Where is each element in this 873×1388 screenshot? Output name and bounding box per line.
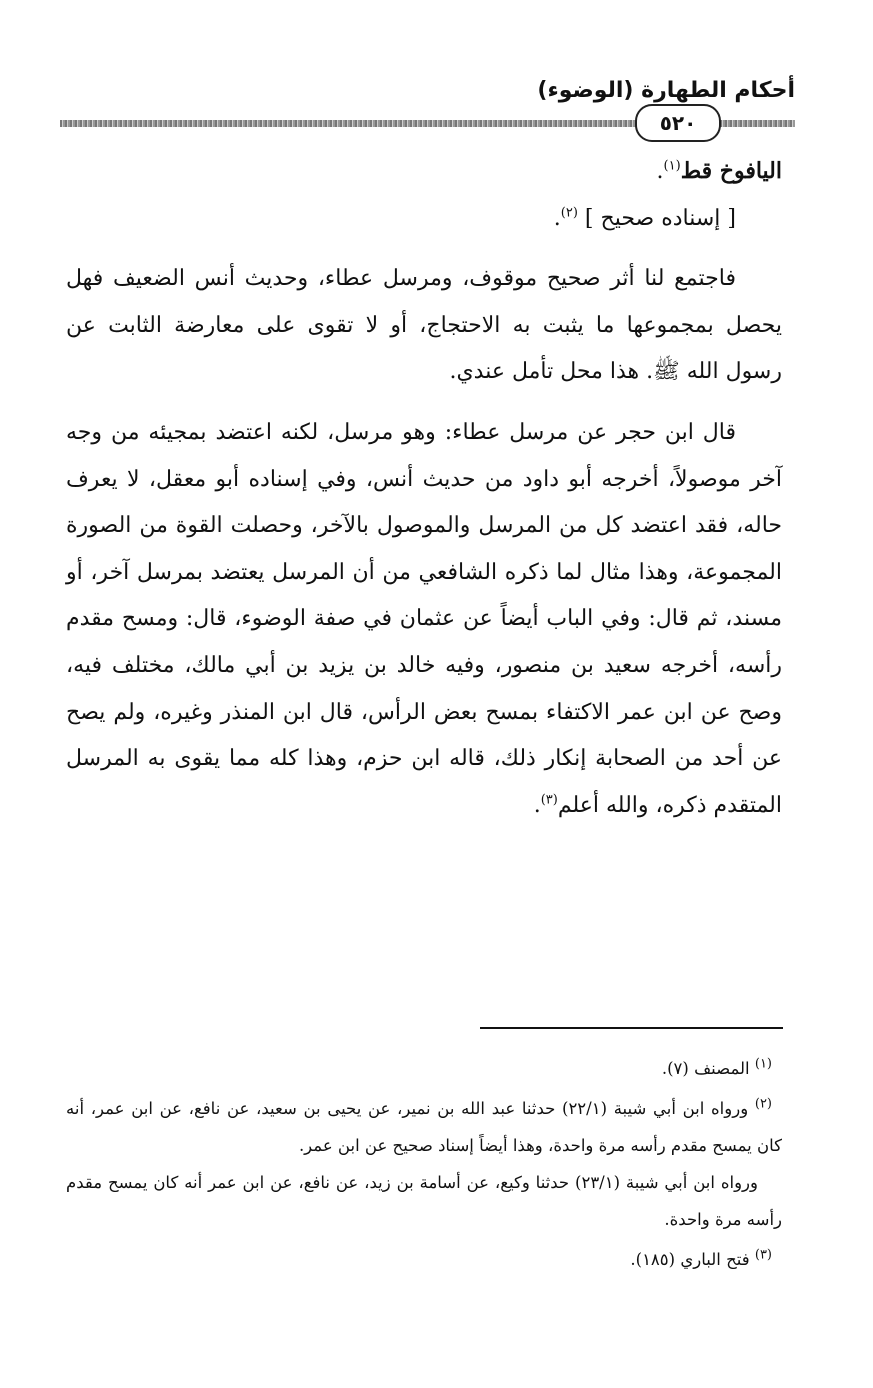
footnote-number-1: (١) bbox=[754, 1056, 772, 1072]
lead-phrase: اليافوخ قط bbox=[680, 158, 782, 184]
footnote-number-3: (٣) bbox=[754, 1247, 772, 1263]
paragraph-2: قال ابن حجر عن مرسل عطاء: وهو مرسل، لكنه اعتضد بمجيئه من وجه آخر موصولاً، أخرجه أبو داود من حديث أنس، وفي إسناده أبو معقل، لا يعرف حاله، فقد اعتضد كل من المرسل والموصول بالآخر، وحصلت القوة من الصورة المجموعة، وهذا مثال لما ذكره الشافعي من أن المرسل يعتضد بمرسل آخر، أو مسند، ثم قال: وفي الباب أيضاً عن عثمان في صفة الوضوء، قال: ومسح مقدم رأسه، أخرجه سعيد بن منصور، وفيه خالد بن يزيد بن أبي مالك، مختلف فيه، وصح عن ابن عمر الاكتفاء بمسح بعض الرأس، قال ابن المنذر وغيره، ولم يصح عن أحد من الصحابة إنكار ذلك، قاله ابن حزم، وهذا كله مما يقوى به المرسل المتقدم ذكره، والله أعلم$^{(٣)}$. bbox=[66, 419, 782, 818]
paragraph-2-text: قال ابن حجر عن مرسل عطاء: وهو مرسل، لكنه اعتضد بمجيئه من وجه آخر موصولاً، أخرجه أبو داود من حديث أنس، وفي إسناده أبو معقل، لا يعرف حاله، فقد اعتضد كل من المرسل والموصول بالآخر، وحصلت القوة من الصورة المجموعة، وهذا مثال لما ذكره الشافعي من أن المرسل يعتضد بمرسل آخر، أو مسند، ثم قال: وفي الباب أيضاً عن عثمان في صفة الوضوء، قال: ومسح مقدم رأسه، أخرجه سعيد بن منصور، وفيه خالد بن يزيد بن أبي مالك، مختلف فيه، وصح عن ابن عمر الاكتفاء بمسح بعض الرأس، قال ابن المنذر وغيره، ولم يصح عن أحد من الصحابة إنكار ذلك، قاله ابن حزم، وهذا كله مما يقوى به المرسل المتقدم ذكره، والله أعلم bbox=[66, 419, 782, 818]
footnote-number-2: (٢) bbox=[754, 1096, 772, 1112]
footnote-1-text: المصنف (٧). bbox=[661, 1059, 750, 1078]
footnote-2-text: ورواه ابن أبي شيبة (٢٢/١) حدثنا عبد الله بن نمير، عن يحيى بن سعيد، عن نافع، عن ابن عمر، أنه كان يمسح مقدم رأسه مرة واحدة، وهذا أيضاً إسناد صحيح عن ابن عمر. bbox=[66, 1099, 782, 1155]
isnad-note: [ إسناده صحيح ] bbox=[584, 205, 736, 231]
page-number: ٥٢٠ bbox=[635, 104, 721, 142]
book-title: أحكام الطهارة (الوضوء) bbox=[537, 78, 795, 103]
footnote-2-continuation: ورواه ابن أبي شيبة (٢٣/١) حدثنا وكيع، عن أسامة بن زيد، عن نافع، عن ابن عمر أنه كان يمسح مقدم رأسه مرة واحدة. bbox=[66, 1173, 782, 1229]
footnote-divider bbox=[480, 1027, 783, 1029]
footnote-ref-3: (٣) bbox=[540, 792, 558, 808]
main-text bbox=[66, 148, 782, 829]
text-line-2: [ إسناده صحيح ] $^{(٢)}$. bbox=[553, 205, 736, 231]
paragraph-1: فاجتمع لنا أثر صحيح موقوف، ومرسل عطاء، وحديث أنس الضعيف فهل يحصل بمجموعها ما يثبت به الاحتجاج، أو لا تقوى على معارضة الثابت عن رسول الله ﷺ. هذا محل تأمل عندي. bbox=[66, 266, 782, 385]
page-header bbox=[60, 70, 795, 140]
footnote-ref-1: (١) bbox=[663, 158, 681, 174]
footnote-2 bbox=[66, 1090, 782, 1164]
text-line-1: اليافوخ قط$^{(١)}$. bbox=[656, 158, 782, 184]
footnote-ref-2: (٢) bbox=[560, 205, 578, 221]
footnote-1 bbox=[66, 1050, 782, 1087]
footnote-3 bbox=[66, 1241, 782, 1278]
footnote-3-text: فتح الباري (١٨٥). bbox=[630, 1250, 750, 1269]
footnotes bbox=[66, 1050, 782, 1278]
